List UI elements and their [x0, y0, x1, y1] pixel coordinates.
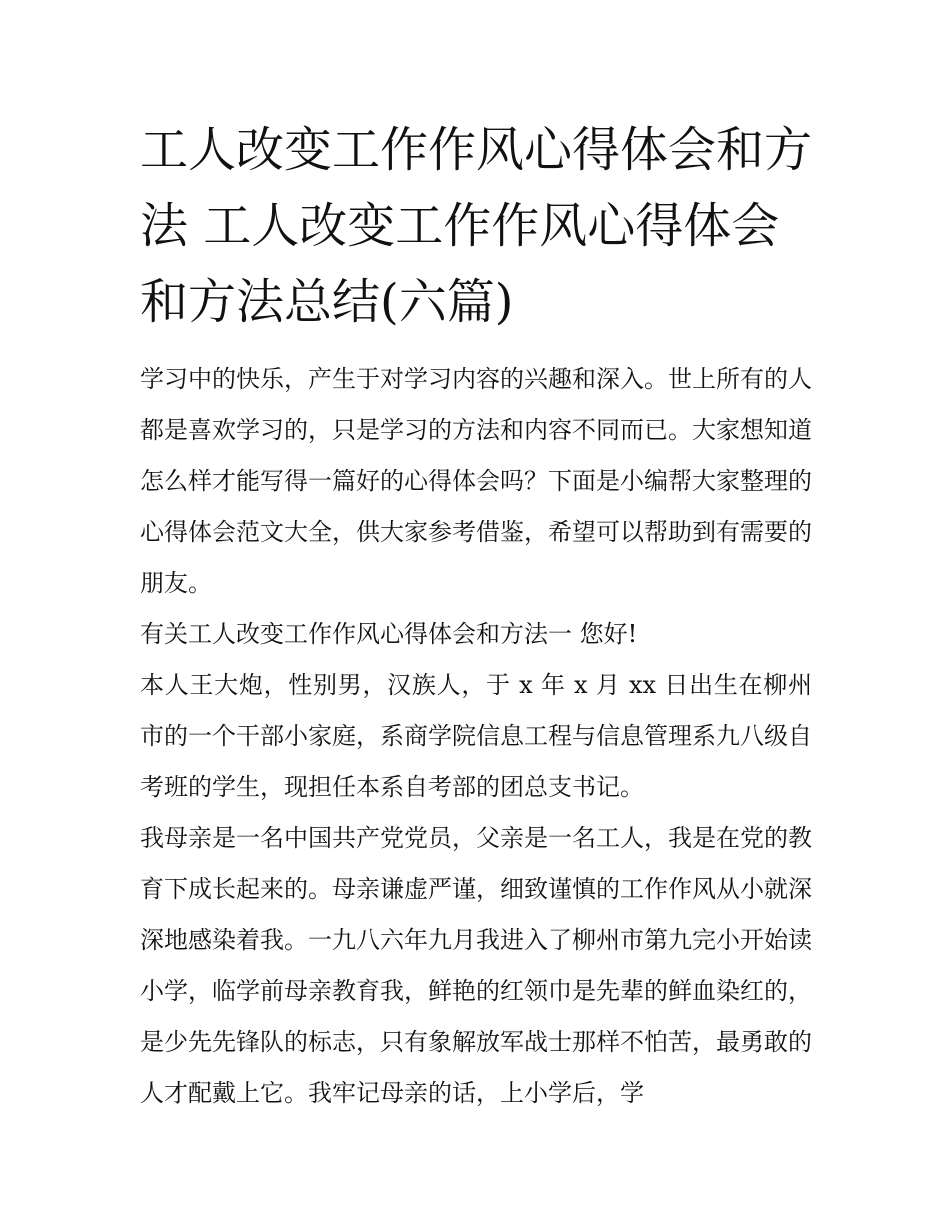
- document-title: 工人改变工作作风心得体会和方法 工人改变工作作风心得体会和方法总结(六篇): [140, 122, 813, 330]
- paragraph-family-background: 我母亲是一名中国共产党党员，父亲是一名工人，我是在党的教育下成长起来的。母亲谦虚严谨，细致谨慎的工作作风从小就深深地感染着我。一九八六年九月我进入了柳州市第九完小开始读小学，临学前母亲教育我，鲜艳的红领巾是先辈的鲜血染红的，是少先先锋队的标志，只有象解放军战士那样不怕苦，最勇敢的人才配戴上它。我牢记母亲的话，上小学后，学: [140, 824, 812, 1107]
- paragraph-section-heading: 有关工人改变工作作风心得体会和方法一 您好!: [140, 620, 638, 648]
- document-body: [140, 354, 812, 1119]
- paragraph-self-introduction: 本人王大炮，性别男，汉族人，于 x 年 x 月 xx 日出生在柳州市的一个干部小家庭，系商学院信息工程与信息管理系九八级自考班的学生，现担任本系自考部的团总支书记。: [140, 671, 812, 801]
- paragraph-intro: 学习中的快乐，产生于对学习内容的兴趣和深入。世上所有的人都是喜欢学习的，只是学习的方法和内容不同而已。大家想知道怎么样才能写得一篇好的心得体会吗？下面是小编帮大家整理的心得体会范文大全，供大家参考借鉴，希望可以帮助到有需要的朋友。: [140, 365, 812, 597]
